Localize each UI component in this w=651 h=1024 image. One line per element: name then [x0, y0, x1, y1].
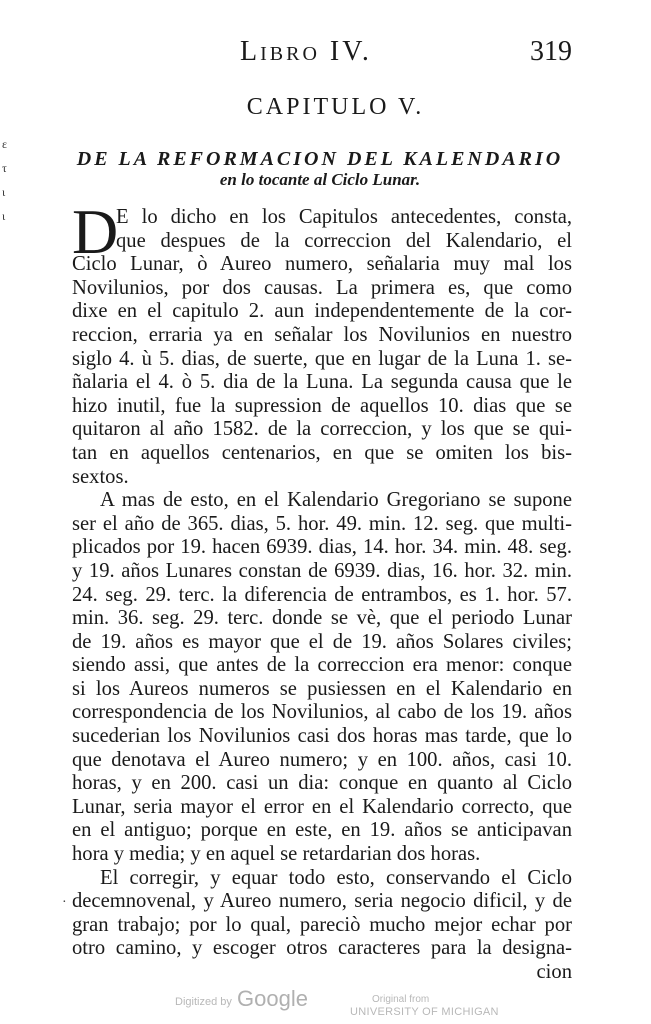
google-logo: Google [237, 986, 308, 1011]
original-from-label: Original from [372, 994, 430, 1005]
text-line: horas, y en 200. casi un dia: conque en quanto al Ciclo [72, 772, 572, 795]
text-line: plicados por 19. hacen 6939. dias, 14. hor. 34. min. 48. seg. [72, 536, 572, 559]
chapter-title: CAPITULO V. [246, 94, 425, 120]
text-line: El corregir, y equar todo esto, conservando el Ciclo [100, 866, 572, 889]
catchword: cion [536, 961, 572, 983]
text-line: E lo dicho en los Capitulos antecedentes, consta, [116, 206, 572, 228]
text-line: que denotava el Aureo numero; y en 100. años, casi 10. [72, 748, 572, 771]
running-head [0, 36, 651, 76]
text-line: que despues de la correccion del Kalendario, el [116, 229, 572, 252]
text-line: 24. seg. 29. terc. la diferencia de entrambos, es 1. hor. 57. [72, 583, 572, 606]
text-line: correspondencia de los Novilunios, al cabo de los 19. años [72, 701, 572, 724]
text-line: Lunar, seria mayor el error en el Kalendario correcto, que [72, 795, 572, 818]
digitized-by-label: Digitized by [175, 996, 232, 1008]
institution-label: UNIVERSITY OF MICHIGAN [350, 1006, 499, 1018]
margin-mark: ε [2, 137, 8, 151]
text-line: hizo inutil, fue la supression de aquellos 10. dias que se [72, 394, 572, 417]
text-line: A mas de esto, en el Kalendario Gregoriano se supone [100, 489, 572, 512]
text-line: ser el año de 365. dias, 5. hor. 49. min. 12. seg. que multi- [72, 512, 572, 535]
text-line: tan en aquellos centenarios, en que se omiten los bis- [72, 441, 572, 464]
drop-cap: D [72, 196, 119, 267]
text-line: otro camino, y escoger otros caracteres para la designa- [72, 937, 572, 960]
body-text [72, 196, 572, 985]
text-line: Ciclo Lunar, ò Aureo numero, señalaria muy mal los [72, 253, 572, 276]
text-line: si los Aureos numeros se pusiessen en el Kalendario en [72, 677, 572, 700]
text-line: hora y media; y en aquel se retardarian dos horas. [72, 843, 481, 866]
text-line: sextos. [72, 465, 129, 488]
running-title: Libro IV. [240, 36, 372, 67]
margin-mark: ι [2, 209, 6, 223]
text-line: gran trabajo; por lo qual, pareciò mucho mejor echar por [72, 913, 572, 936]
text-line: reccion, erraria ya en señalar los Novilunios en nuestro [72, 323, 572, 346]
heading-line-1: DE LA REFORMACION DEL KALENDARIO [76, 148, 564, 170]
text-line: siglo 4. ù 5. dias, de suerte, que en lugar de la Luna 1. se- [72, 347, 572, 370]
text-line: sucederian los Novilunios casi dos horas mas tarde, que lo [72, 725, 572, 748]
page-number: 319 [530, 36, 572, 67]
section-heading [70, 148, 570, 190]
text-line: quitaron al año 1582. de la correccion, y los que se qui- [72, 418, 572, 441]
margin-mark: τ [2, 161, 7, 175]
margin-marks [2, 132, 7, 228]
text-line: min. 36. seg. 29. terc. donde se vè, que el periodo Lunar [72, 607, 572, 630]
margin-mark: ι [2, 185, 6, 199]
bottom-mark: · [62, 895, 67, 910]
text-line: decemnovenal, y Aureo numero, seria negocio dificil, y de [72, 890, 572, 913]
text-line: en el antiguo; porque en este, en 19. años se anticipavan [72, 819, 572, 842]
text-line: de 19. años es mayor que el de 19. años Solares civiles; [72, 630, 572, 653]
text-line: y 19. años Lunares constan de 6939. dias, 16. hor. 32. min. [72, 559, 572, 582]
text-line: ñalaria el 4. ò 5. dia de la Luna. La segunda causa que le [72, 371, 572, 394]
heading-line-2: en lo tocante al Ciclo Lunar. [219, 170, 421, 189]
digitization-footer [0, 986, 651, 1024]
text-line: siendo assi, que antes de la correccion era menor: conque [72, 654, 572, 677]
text-line: dixe en el capitulo 2. aun independentemente de la cor- [72, 300, 572, 323]
text-line: Novilunios, por dos causas. La primera es, que como [72, 276, 572, 299]
